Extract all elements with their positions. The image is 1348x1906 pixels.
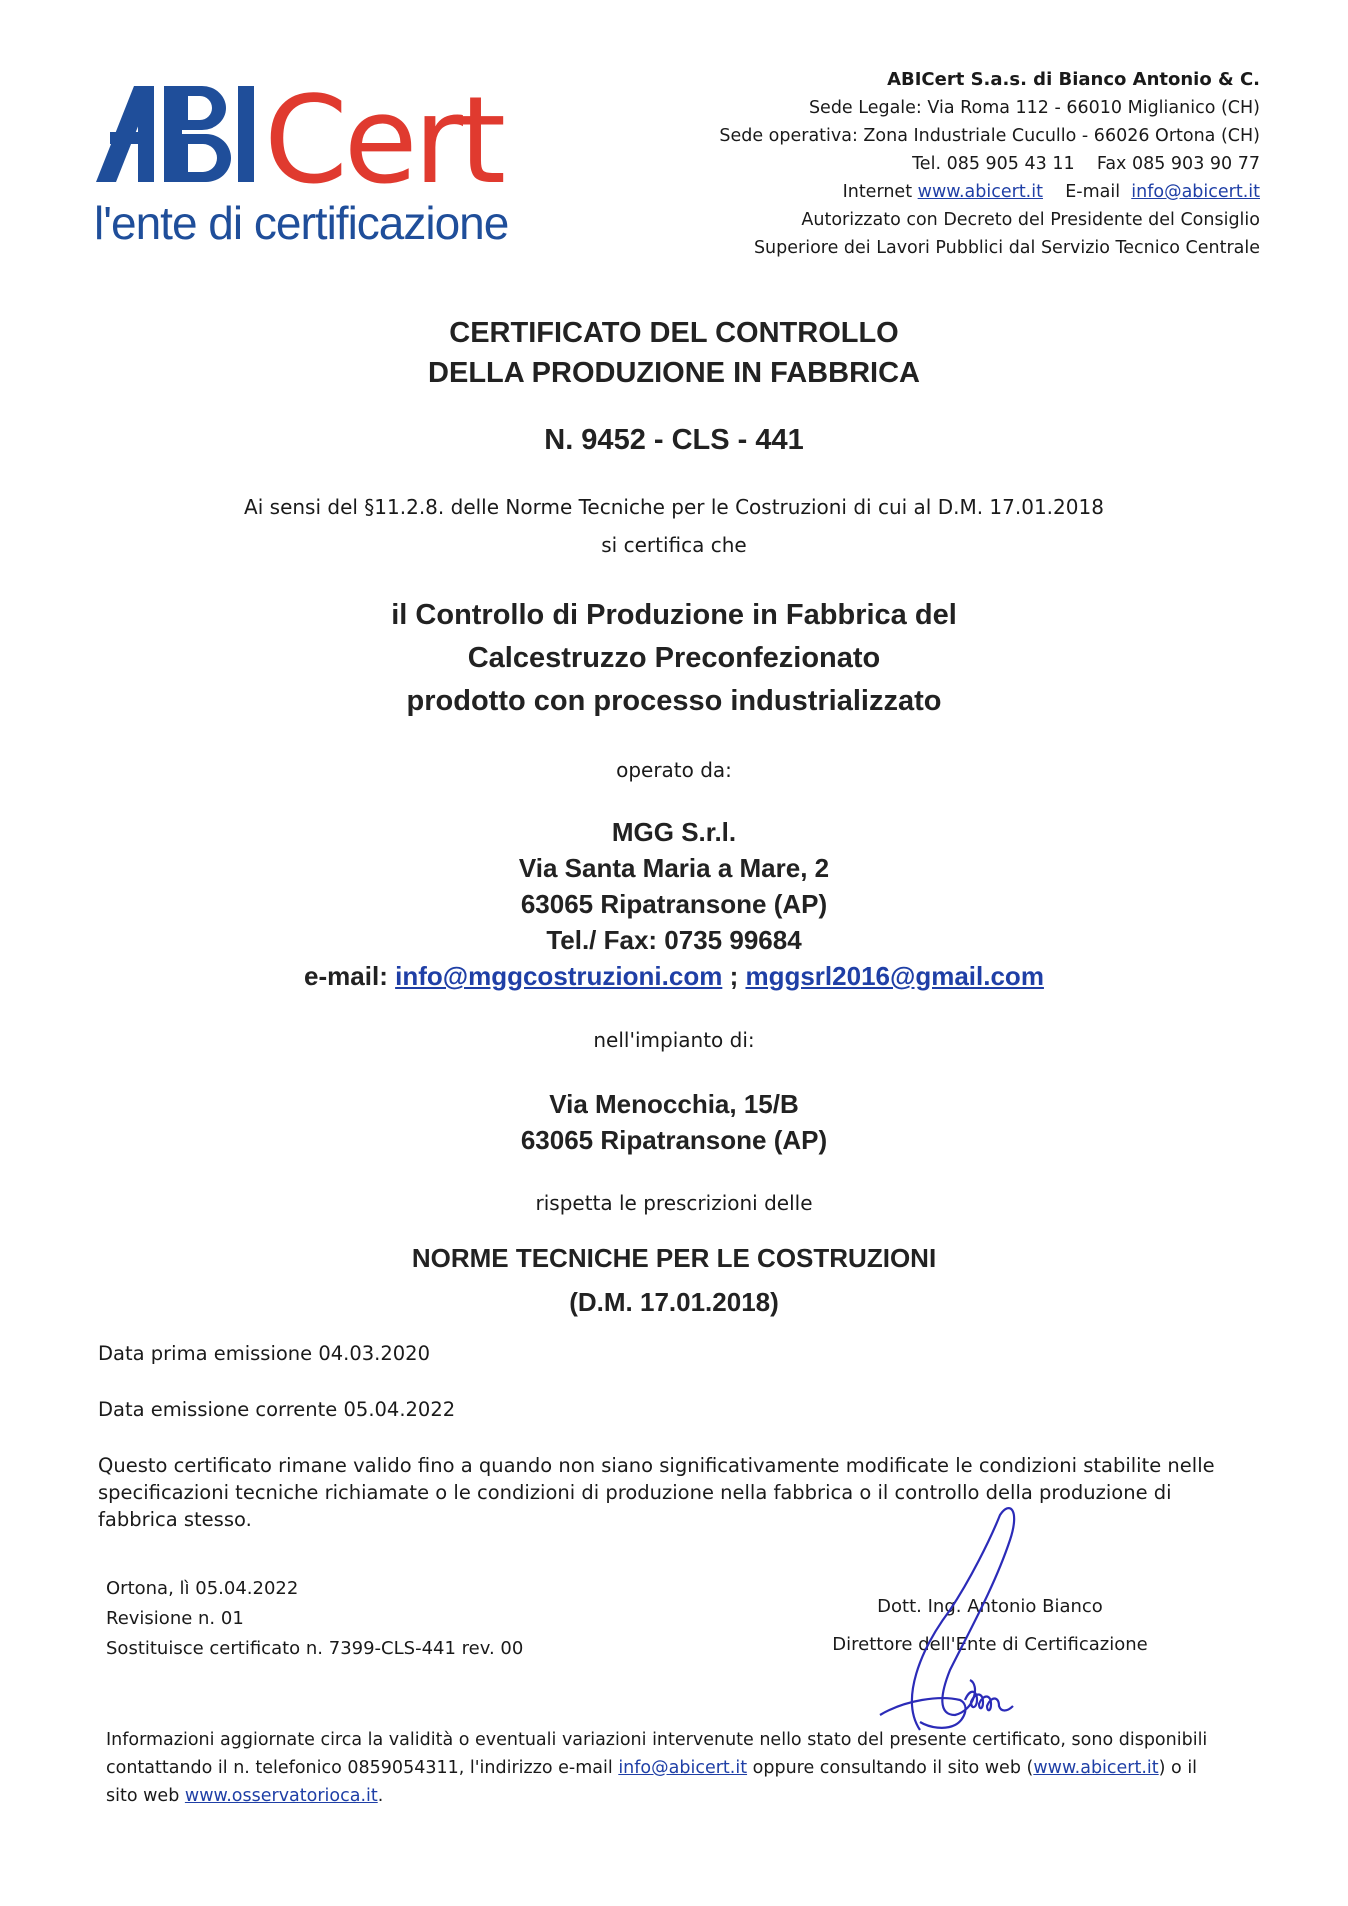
issuer-authorization-2: Superiore dei Lavori Pubblici dal Servizio Tecnico Centrale (753, 238, 1260, 258)
issuer-web-email (719, 178, 1260, 206)
signatory-name: Dott. Ing. Antonio Bianco (877, 1596, 1103, 1617)
plant-label: nell'impianto di: (593, 1028, 755, 1052)
validity-statement (98, 1452, 1215, 1533)
place-date: Ortona, lì 05.04.2022 (106, 1578, 299, 1599)
handwritten-signature (860, 1500, 1040, 1740)
email-separator: ; (729, 961, 739, 991)
issuer-operative-seat: Sede operativa: Zona Industriale Cucullo - 66026 Ortona (CH) (719, 126, 1260, 146)
logo-tagline: l'ente di certificazione (94, 197, 509, 249)
validity-line-1: Questo certificato rimane valido fino a quando non siano significativamente modificate le condizioni stabilite nelle (98, 1454, 1215, 1477)
info-line-3-text-a: sito web (106, 1786, 180, 1806)
issuer-phone-fax (719, 150, 1260, 178)
intro-line-2: si certifica che (601, 533, 747, 557)
info-line-3-text-b: . (377, 1786, 384, 1806)
info-line-1: Informazioni aggiornate circa la validità o eventuali variazioni intervenute nello stato del presente certificato, sono disponibili (106, 1730, 1208, 1750)
operator-name: MGG S.r.l. (611, 817, 737, 847)
logo-i-mark (238, 86, 254, 182)
logo-a-mark (96, 86, 154, 182)
operator-email-label: e-mail: (304, 961, 388, 991)
certificate-title (0, 313, 1348, 393)
info-line-2-text-a: contattando il n. telefonico 0859054311, l'indirizzo e-mail (106, 1758, 613, 1778)
norms-line-2: (D.M. 17.01.2018) (569, 1287, 779, 1317)
observatory-website-link[interactable]: www.osservatorioca.it (184, 1786, 378, 1806)
subject-line-1: il Controllo di Produzione in Fabbrica del (391, 599, 957, 631)
title-line-2: DELLA PRODUZIONE IN FABBRICA (428, 357, 920, 389)
signatory-role: Direttore dell'Ente di Certificazione (832, 1634, 1148, 1655)
operator-label: operato da: (616, 758, 732, 782)
abicert-logo (96, 70, 566, 210)
plant-block (0, 1086, 1348, 1158)
issuer-company: ABICert S.a.s. di Bianco Antonio & C. (887, 69, 1260, 90)
logo-b-mark (164, 86, 231, 182)
plant-address: Via Menocchia, 15/B (549, 1089, 799, 1119)
intro-line-1: Ai sensi del §11.2.8. delle Norme Tecniche per le Costruzioni di cui al D.M. 17.01.2018 (244, 495, 1104, 519)
internet-label: Internet (842, 182, 913, 202)
info-line-3 (106, 1782, 1207, 1810)
operator-address: Via Santa Maria a Mare, 2 (518, 853, 830, 883)
certified-subject (0, 594, 1348, 723)
revision-number: Revisione n. 01 (106, 1608, 244, 1629)
issuer-email-link[interactable]: info@abicert.it (1131, 182, 1260, 202)
info-line-2 (106, 1754, 1207, 1782)
operator-block (0, 814, 1348, 994)
issuer-header (719, 66, 1260, 262)
operator-city: 63065 Ripatransone (AP) (520, 889, 828, 919)
validity-line-3: fabbrica stesso. (98, 1508, 252, 1531)
issuer-phone: Tel. 085 905 43 11 (912, 154, 1075, 174)
info-email-link[interactable]: info@abicert.it (618, 1758, 748, 1778)
info-website-link[interactable]: www.abicert.it (1033, 1758, 1159, 1778)
operator-email-line (0, 958, 1348, 994)
issuer-fax: Fax 085 903 90 77 (1096, 154, 1260, 174)
email-label: E-mail (1065, 182, 1121, 202)
current-issue-date: Data emissione corrente 05.04.2022 (98, 1398, 456, 1421)
operator-email-2-link[interactable]: mggsrl2016@gmail.com (745, 961, 1044, 991)
first-issue-date: Data prima emissione 04.03.2020 (98, 1342, 430, 1365)
operator-email-1-link[interactable]: info@mggcostruzioni.com (395, 961, 723, 991)
subject-line-2: Calcestruzzo Preconfezionato (467, 642, 881, 674)
issuer-authorization-1: Autorizzato con Decreto del Presidente del Consiglio (801, 210, 1260, 230)
info-notice (106, 1726, 1207, 1810)
replaced-certificate: Sostituisce certificato n. 7399-CLS-441 rev. 00 (106, 1638, 524, 1659)
operator-phone: Tel./ Fax: 0735 99684 (546, 925, 802, 955)
issuer-legal-seat: Sede Legale: Via Roma 112 - 66010 Miglianico (CH) (808, 98, 1260, 118)
plant-city: 63065 Ripatransone (AP) (520, 1125, 828, 1155)
norms-line-1: NORME TECNICHE PER LE COSTRUZIONI (411, 1243, 937, 1273)
validity-line-2: specificazioni tecniche richiamate o le condizioni di produzione nella fabbrica o il controllo della produzione di (98, 1481, 1172, 1504)
issue-details (106, 1574, 523, 1664)
info-line-2-text-c: ) o il (1158, 1758, 1198, 1778)
logo-cert-text: Cert (264, 72, 503, 210)
intro-text (0, 488, 1348, 564)
norms-label: rispetta le prescrizioni delle (535, 1191, 813, 1215)
certificate-number: N. 9452 - CLS - 441 (544, 424, 804, 456)
subject-line-3: prodotto con processo industrializzato (406, 685, 942, 717)
title-line-1: CERTIFICATO DEL CONTROLLO (449, 317, 899, 349)
issuer-website-link[interactable]: www.abicert.it (917, 182, 1043, 202)
info-line-2-text-b: oppure consultando il sito web ( (752, 1758, 1034, 1778)
norms-block (0, 1236, 1348, 1324)
